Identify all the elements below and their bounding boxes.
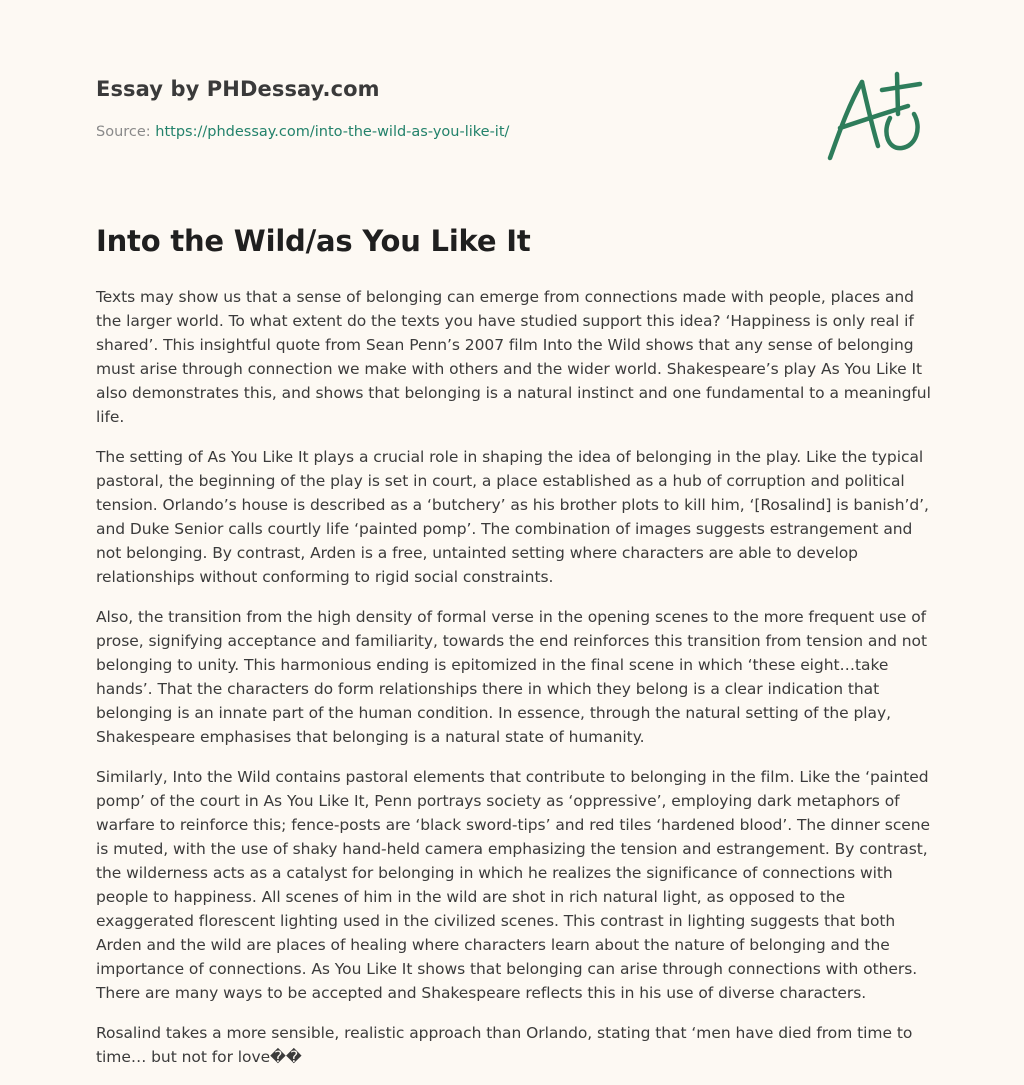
essay-body [96,285,932,1085]
essay-paragraph: The setting of As You Like It plays a crucial role in shaping the idea of belonging in the play. Like the typical pastoral, the beginning of the play is set in court, a place established as a hub of corruption and political tension. Orlando’s house is described as a ‘butchery’ as his brother plots to kill him, ‘[Rosalind] is banish’d’, and Duke Senior calls courtly life ‘painted pomp’. The combination of images suggests estrangement and not belonging. By contrast, Arden is a free, untainted setting where characters are able to develop relationships without conforming to rigid social constraints. [96,448,929,586]
essay-paragraph: Rosalind takes a more sensible, realistic approach than Orlando, stating that ‘men have died from time to time… but not for love�� [96,1024,913,1066]
site-brand: Essay by PHDessay.com [96,77,380,101]
a-plus-logo-icon [820,66,930,166]
essay-paragraph: Texts may show us that a sense of belonging can emerge from connections made with people, places and the larger world. To what extent do the texts you have studied support this idea? ‘Happiness is only real if shared’. This insightful quote from Sean Penn’s 2007 film Into the Wild shows that any sense of belonging must arise through connection we make with others and the wider world. Shakespeare’s play As You Like It also demonstrates this, and shows that belonging is a natural instinct and one fundamental to a meaningful life. [96,288,931,426]
source-link[interactable]: https://phdessay.com/into-the-wild-as-you-like-it/ [155,124,510,140]
source-label: Source: [96,124,151,140]
source-line [96,124,509,140]
essay-title: Into the Wild/as You Like It [96,224,531,258]
essay-paragraph: Also, the transition from the high density of formal verse in the opening scenes to the more frequent use of prose, signifying acceptance and familiarity, towards the end reinforces this transition from tension and not belonging to unity. This harmonious ending is epitomized in the final scene in which ‘these eight…take hands’. That the characters do form relationships there in which they belong is a clear indication that belonging is an innate part of the human condition. In essence, through the natural setting of the play, Shakespeare emphasises that belonging is a natural state of humanity. [96,608,928,746]
essay-paragraph: Similarly, Into the Wild contains pastoral elements that contribute to belonging in the film. Like the ‘painted pomp’ of the court in As You Like It, Penn portrays society as ‘oppressive’, employing dark metaphors of warfare to reinforce this; fence-posts are ‘black sword-tips’ and red tiles ‘hardened blood’. The dinner scene is muted, with the use of shaky hand-held camera emphasizing the tension and estrangement. By contrast, the wilderness acts as a catalyst for belonging in which he realizes the significance of connections with people to happiness. All scenes of him in the wild are shot in rich natural light, as opposed to the exaggerated florescent lighting used in the civilized scenes. This contrast in lighting suggests that both Arden and the wild are places of healing where characters learn about the nature of belonging and the importance of connections. As You Like It shows that belonging can arise through connections with others. There are many ways to be accepted and Shakespeare reflects this in his use of diverse characters. [96,768,931,1002]
